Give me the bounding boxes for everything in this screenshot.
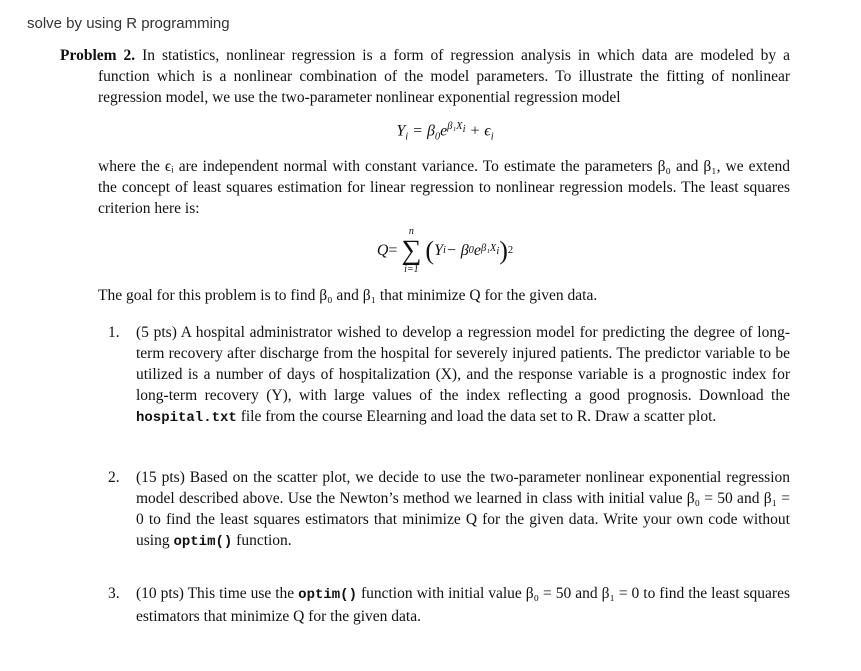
item-text: (10 pts) This time use the bbox=[136, 584, 299, 602]
code-hospital-txt: hospital.txt bbox=[136, 409, 237, 426]
sigma-symbol: ∑ bbox=[401, 234, 422, 266]
item-number: 2. bbox=[108, 468, 120, 486]
item-number: 3. bbox=[108, 584, 120, 602]
where-paragraph: where the ϵᵢ are independent normal with constant variance. To estimate the parameters β₀ and β₁, we extend the concept of least squares estimation for linear regression to nonlinear regression models. The least squares criterion here is: bbox=[98, 157, 790, 217]
item-number: 1. bbox=[108, 323, 120, 341]
question-header: solve by using R programming bbox=[27, 15, 230, 32]
eq1-e: e bbox=[440, 122, 448, 140]
item-text-end: function. bbox=[232, 531, 292, 549]
list-item bbox=[98, 467, 790, 553]
left-paren: ( bbox=[425, 236, 435, 266]
eq2-y: Y bbox=[434, 242, 443, 260]
eq1-beta: = β bbox=[408, 122, 435, 140]
summation-sign bbox=[401, 227, 421, 275]
eq2-q: Q bbox=[376, 242, 389, 260]
goal-paragraph: The goal for this problem is to find β₀ and β₁ that minimize Q for the given data. bbox=[98, 286, 598, 304]
least-squares-equation bbox=[100, 227, 790, 275]
eq1-exp-sub: i bbox=[462, 124, 466, 136]
eq2-exp-sub: i bbox=[496, 246, 500, 258]
item-text-end: function with initial value β₀ = 50 and β₁ = 0 to find the least squares estimators that minimize Q for the given data. bbox=[136, 584, 790, 625]
eq2-power: 2 bbox=[507, 245, 514, 257]
code-optim: optim() bbox=[298, 586, 357, 603]
regression-equation bbox=[100, 116, 790, 148]
problem-document bbox=[60, 45, 790, 627]
eq1-error-sub: i bbox=[490, 131, 494, 143]
eq2-e: e bbox=[473, 242, 482, 260]
list-item bbox=[98, 583, 790, 627]
list-item bbox=[98, 322, 790, 429]
problem-label: Problem 2. bbox=[60, 47, 136, 64]
eq1-beta-sub: 0 bbox=[434, 131, 441, 143]
eq2-y-sub: i bbox=[442, 245, 446, 257]
eq1-error: + ϵ bbox=[465, 122, 491, 140]
sum-upper-limit: n bbox=[408, 225, 414, 237]
right-paren: ) bbox=[499, 236, 508, 266]
item-text: (15 pts) Based on the scatter plot, we decide to use the two-parameter nonlinear exponential regression model described above. Use the Newton’s method we learned in class with initial value β₀ = 50 and β₁ = 0 to find the least squares estimators that minimize Q for the given data. Write your own code without using bbox=[136, 468, 790, 549]
eq2-exp: β₁X bbox=[481, 243, 497, 255]
eq1-lhs-sub: i bbox=[405, 131, 409, 143]
item-text-end: file from the course Elearning and load the data set to R. Draw a scatter plot. bbox=[236, 407, 717, 425]
problem-intro-text: In statistics, nonlinear regression is a form of regression analysis in which data are modeled by a function which is a nonlinear combination of the model parameters. To illustrate the fitting of nonlinear regression model, we use the two-parameter nonlinear exponential regression model bbox=[98, 47, 791, 106]
eq2-equals: = bbox=[388, 242, 398, 260]
sum-lower-limit: i=1 bbox=[404, 263, 419, 275]
code-optim: optim() bbox=[173, 533, 233, 550]
eq1-lhs: Y bbox=[396, 122, 406, 140]
problem-intro bbox=[60, 45, 790, 108]
eq1-exp: β₁X bbox=[447, 121, 463, 132]
item-text: (5 pts) A hospital administrator wished to develop a regression model for predicting the degree of long-term recovery after discharge from the hospital for severely injured patients. The predictor variable to be utilized is a number of days of hospitalization (X), and the response variable is a prognostic index for long-term recovery (Y), with large values of the index reflecting a good prognosis. Download the bbox=[136, 323, 790, 404]
eq2-beta-sub: 0 bbox=[468, 245, 474, 257]
eq2-minus-beta: − β bbox=[445, 242, 469, 260]
